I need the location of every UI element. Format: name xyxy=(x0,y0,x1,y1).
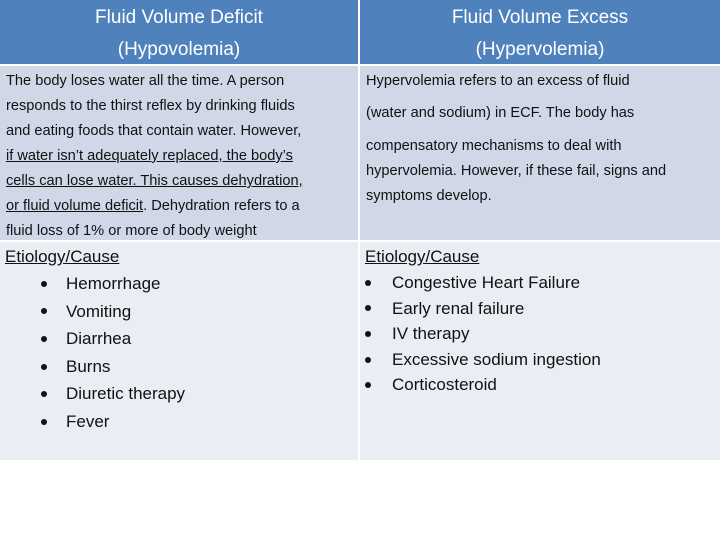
list-item xyxy=(365,321,720,347)
definition-row xyxy=(0,66,720,242)
header-row xyxy=(0,0,720,66)
etiology-row xyxy=(0,242,720,462)
bullet-icon xyxy=(41,308,47,314)
cause-label: Vomiting xyxy=(66,301,132,321)
bullet-icon xyxy=(41,391,47,397)
list-item xyxy=(5,380,358,408)
bullet-icon xyxy=(41,336,47,342)
definition-line-tail: . Dehydration refers to a xyxy=(143,198,300,214)
bullet-icon xyxy=(365,331,371,337)
excess-definition-cell xyxy=(360,66,720,242)
list-item xyxy=(365,270,720,296)
excess-cause-list xyxy=(365,270,720,398)
bullet-icon xyxy=(365,305,371,311)
cause-label: Early renal failure xyxy=(392,298,525,318)
deficit-cause-list xyxy=(5,270,358,436)
definition-line xyxy=(6,194,354,219)
header-deficit xyxy=(0,0,360,66)
definition-line: responds to the thirst reflex by drinking fluids xyxy=(6,98,295,114)
header-deficit-title: Fluid Volume Deficit xyxy=(95,7,263,28)
definition-line: cells can lose water. This causes dehydration, xyxy=(6,173,303,189)
definition-line: (water and sodium) in ECF. The body has xyxy=(366,105,635,121)
list-item xyxy=(5,408,358,436)
list-item xyxy=(5,270,358,298)
bullet-icon xyxy=(41,281,47,287)
cause-label: Excessive sodium ingestion xyxy=(392,349,601,369)
cause-label: Diarrhea xyxy=(66,329,132,349)
bullet-icon xyxy=(41,364,47,370)
list-item xyxy=(5,353,358,381)
list-item xyxy=(365,347,720,373)
deficit-definition xyxy=(0,66,358,244)
deficit-etiology-title: Etiology/Cause xyxy=(5,247,120,266)
cause-label: Burns xyxy=(66,356,111,376)
header-deficit-subtitle: (Hypovolemia) xyxy=(117,39,241,60)
cause-label: Congestive Heart Failure xyxy=(392,273,581,292)
excess-etiology-cell xyxy=(360,242,720,462)
header-excess xyxy=(360,0,720,66)
list-item xyxy=(5,325,358,353)
definition-line: if water isn’t adequately replaced, the body’s xyxy=(6,148,293,164)
list-item xyxy=(5,298,358,326)
excess-definition xyxy=(360,66,720,209)
deficit-definition-cell xyxy=(0,66,360,242)
cause-label: Fever xyxy=(66,411,110,431)
bullet-icon xyxy=(365,357,371,363)
definition-line: hypervolemia. However, if these fail, signs and xyxy=(366,163,667,179)
bullet-icon xyxy=(41,419,47,425)
cause-label: IV therapy xyxy=(392,324,470,344)
header-excess-title: Fluid Volume Excess xyxy=(451,7,629,28)
definition-line: The body loses water all the time. A person xyxy=(6,73,285,89)
definition-underlined-term: or fluid volume deficit xyxy=(6,198,144,214)
definition-line: compensatory mechanisms to deal with xyxy=(366,138,622,154)
definition-line: and eating foods that contain water. However, xyxy=(6,123,302,139)
header-excess-subtitle: (Hypervolemia) xyxy=(475,39,605,60)
definition-line: fluid loss of 1% or more of body weight xyxy=(6,223,257,239)
cause-label: Diuretic therapy xyxy=(66,384,186,404)
excess-etiology-title: Etiology/Cause xyxy=(365,247,480,266)
definition-line: Hypervolemia refers to an excess of fluid xyxy=(366,73,630,89)
bullet-icon xyxy=(365,382,371,388)
cause-label: Corticosteroid xyxy=(392,375,497,395)
deficit-etiology-cell xyxy=(0,242,360,462)
cause-label: Hemorrhage xyxy=(66,274,161,293)
list-item xyxy=(365,296,720,322)
list-item xyxy=(365,372,720,398)
bullet-icon xyxy=(365,280,371,286)
definition-line: symptoms develop. xyxy=(366,188,492,204)
